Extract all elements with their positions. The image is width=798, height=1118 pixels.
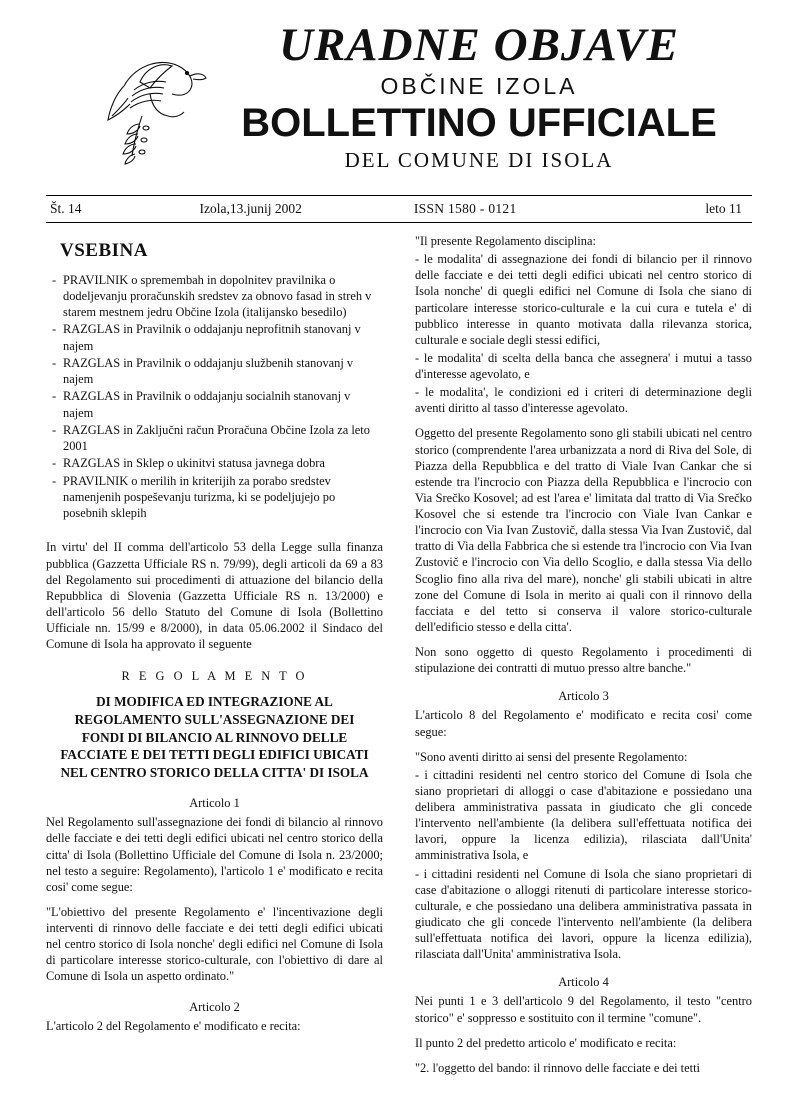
regulation-intro: "Il presente Regolamento disciplina: xyxy=(415,234,596,248)
masthead xyxy=(46,18,752,193)
list-item: - PRAVILNIK o spremembah in dopolnitev pravilnika o dodeljevanju proračunskih sredstev za obnovo fasad in streh v starem mestnem jedru Občine Izola (italijansko besedilo) xyxy=(52,272,383,321)
article-4-body: Nei punti 1 e 3 dell'articolo 9 del Regolamento, il testo "centro storico" e' soppresso e sostituito con il termine "comune". xyxy=(415,994,752,1025)
issn-code: ISSN 1580 - 0121 xyxy=(413,201,517,216)
list-item: - RAZGLAS in Zaključni račun Proračuna Občine Izola za leto 2001 xyxy=(52,422,383,455)
document-title: DI MODIFICA ED INTEGRAZIONE AL REGOLAMENTO SULL'ASSEGNAZIONE DEI FONDI DI BILANCIO AL RINNOVO DELLE FACCIATE E DEI TETTI DEGLI EDIFICI UBICATI NEL CENTRO STORICO DELLA CITTA' DI ISOLA xyxy=(60,694,369,780)
article-3-quote-item-1: - i cittadini residenti nel centro storico del Comune di Isola che siano proprietari di alloggi o case d'abitazione e possiedano una delibera amministrativa passata in giudicato che gli concede l'intervento nell'ambiente (la delibera sull'effettuata notifica dei lavori, oppure la licenza edilizia), rilasciata dall'Unita' amministrativa Isola, e xyxy=(415,767,752,863)
issue-info-bar xyxy=(46,196,752,222)
article-4-point-2: "2. l'oggetto del bando: il rinnovo delle facciate e dei tetti xyxy=(415,1060,700,1075)
article-3-quote-intro: "Sono aventi diritto ai sensi del presente Regolamento: xyxy=(415,749,688,764)
article-1-quote: "L'obiettivo del presente Regolamento e' l'incentivazione degli interventi di rinnovo delle facciate e dei tetti degli edifici ubicati nel centro storico di Isola nonche' degli edifici nel Comune di Isola di particolare interesse storico-culturale, con l'obiettivo di dare al Comune di Isola un aspetto ordinato." xyxy=(46,904,383,984)
toc-list xyxy=(52,272,383,522)
list-item: - PRAVILNIK o merilih in kriterijih za porabo sredstev namenjenih pospeševanju turizma, ki se podeljujejo po posebnih sklepih xyxy=(52,473,383,522)
title-bollettino-ufficiale: BOLLETTINO UFFICIALE xyxy=(241,100,717,145)
place-and-date: Izola,13.junij 2002 xyxy=(199,201,302,216)
regulation-bullet-2: - le modalita' di scelta della banca che assegnera' i mutui a tasso d'interesse agevolato, e xyxy=(415,350,752,381)
left-column xyxy=(46,233,399,1098)
list-item: - RAZGLAS in Pravilnik o oddajanju socialnih stanovanj v najem xyxy=(52,388,383,421)
regolamento-label: R E G O L A M E N T O xyxy=(121,669,308,684)
title-uradne-objave: URADNE OBJAVE xyxy=(279,19,679,71)
toc-heading: VSEBINA xyxy=(60,240,148,261)
article-4-point-intro: Il punto 2 del predetto articolo e' modificato e recita: xyxy=(415,1035,677,1050)
title-obcine-izola: OBČINE IZOLA xyxy=(380,72,578,99)
intro-paragraph: In virtu' del II comma dell'articolo 53 della Legge sulla finanza pubblica (Gazzetta Ufficiale RS n. 79/99), degli articoli da 69 a 83 del Regolamento sui procedimenti di attuazione del bilancio della Repubblica di Slovenia (Gazzetta Ufficiale RS n. 13/2000) e dell'articolo 56 dello Statuto del Comune di Isola (Bollettino Ufficiale nn. 15/99 e 8/2000), in data 05.06.2002 il Sindaco del Comune di Isola ha approvato il seguente xyxy=(46,540,383,652)
article-4-heading: Articolo 4 xyxy=(558,975,609,990)
issue-number: Št. 14 xyxy=(50,201,82,216)
masthead-divider-bottom xyxy=(46,222,752,223)
article-3-heading: Articolo 3 xyxy=(558,689,609,704)
list-item: - RAZGLAS in Pravilnik o oddajanju neprofitnih stanovanj v najem xyxy=(52,321,383,354)
article-3-quote-item-2: - i cittadini residenti nel Comune di Isola che siano proprietari di case d'abitazione o alloggi ritenuti di particolare interesse storico-culturale, e che possiedano una delibera amministrativa passata in giudicato che gli concede l'intervento nell'ambiente (la delibera sull'effettuata notifica dei lavori, oppure la licenza edilizia), rilasciata dall'Unita' amministrativa Isola. xyxy=(415,866,752,962)
article-2-heading: Articolo 2 xyxy=(189,999,240,1014)
article-1-heading: Articolo 1 xyxy=(189,796,240,811)
right-column xyxy=(399,233,752,1098)
regulation-exclusions: Non sono oggetto di questo Regolamento i procedimenti di stipulazione dei contratti di mutuo presso altre banche." xyxy=(415,645,752,676)
body-columns xyxy=(46,233,752,1098)
article-2-body: L'articolo 2 del Regolamento e' modificato e recita: xyxy=(46,1018,301,1033)
article-3-body: L'articolo 8 del Regolamento e' modificato e recita cosi' come segue: xyxy=(415,708,752,739)
masthead-titles xyxy=(214,18,752,173)
regulation-bullet-3: - le modalita', le condizioni ed i criteri di determinazione degli aventi diritto al tasso d'interesse agevolato. xyxy=(415,385,752,416)
volume-year: leto 11 xyxy=(705,201,742,216)
list-item: - RAZGLAS in Pravilnik o oddajanju službenih stanovanj v najem xyxy=(52,355,383,388)
dove-with-olive-branch-icon xyxy=(94,24,214,184)
regulation-scope: Oggetto del presente Regolamento sono gli stabili ubicati nel centro storico (comprendente l'area urbanizzata a nord di Riva del Sole, di Piazza della Repubblica e del tratto di Viale Ivan Cankar che si estende tra l'incrocio con Piazza della Repubblica e l'incrocio con Via Srečko Kosovel; ad est l'area e' limitata dal tratto di Via Srečko Kosovel che si estende tra l'incrocio con Viale Ivan Cankar e l'incrocio con Via Ivan Zustovič, dalla stessa Via Ivan Zustovič, dal tratto di Via della Fabbrica che si estende tra l'incrocio con Via Ivan Zustovič e l'incrocio con Via dello Scoglio, e dalla stessa Via dello Scoglio fino alla riva del mare), nonche' gli stabili ubicati in altre zone del Comune di Isola in merito ai quali con il rinnovo della facciata e del tetto si conserva il valore storico-culturale dell'edificio stesso e della citta'. xyxy=(415,426,752,634)
list-item: - RAZGLAS in Sklep o ukinitvi statusa javnega dobra xyxy=(52,455,383,471)
article-1-body: Nel Regolamento sull'assegnazione dei fondi di bilancio al rinnovo delle facciate e dei tetti degli edifici ubicati nel centro storico della citta' di Isola (Bollettino Ufficiale del Comune di Isola n. 23/2000; nel testo a seguire: Regolamento), l'articolo 1 e' modificato e recita cosi' come segue: xyxy=(46,815,383,894)
title-del-comune-di-isola: DEL COMUNE DI ISOLA xyxy=(344,147,614,172)
regulation-bullet-1: - le modalita' di assegnazione dei fondi di bilancio per il rinnovo delle facciate e dei tetti degli edifici ubicati nel centro storico di Isola nonche' di quegli edifici nel Comune di Isola che siano di particolare interesse storico-culturale e la cui cura e tutela e' di pubblico interesse in quanto motivata dalla rilevanza storica, culturale e sociale degli stessi edifici, xyxy=(415,252,752,347)
